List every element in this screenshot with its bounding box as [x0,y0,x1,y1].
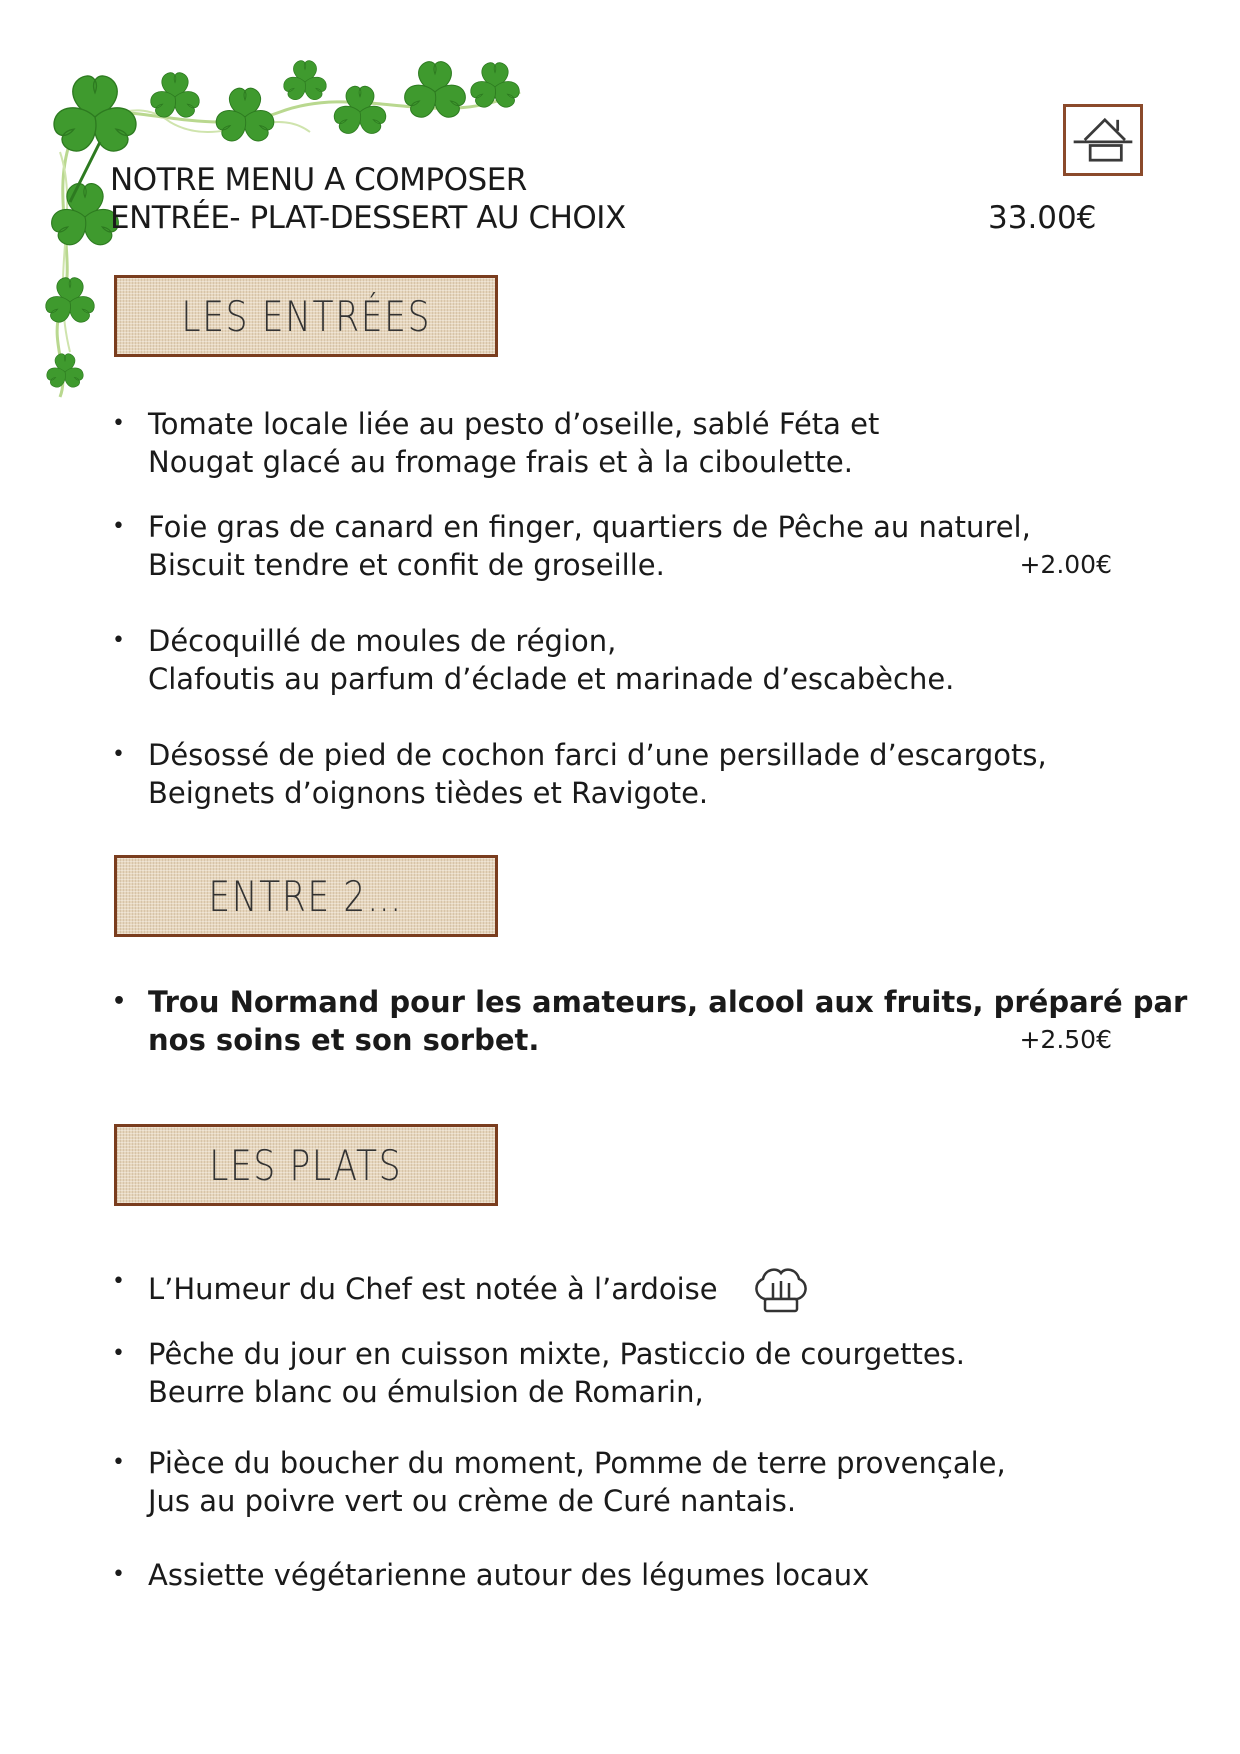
item-line: Tomate locale liée au pesto d’oseille, sablé Féta et [148,407,880,441]
item-line: Beignets d’oignons tièdes et Ravigote. [148,776,709,810]
supplement-price: +2.50€ [1019,1025,1112,1054]
section-header-entre2 [114,855,498,937]
bullet: • [112,1450,125,1475]
item-line: Clafoutis au parfum d’éclade et marinade d’escabèche. [148,662,955,696]
bullet: • [112,742,125,767]
menu-price: 33.00€ [988,200,1097,236]
item-line: Pièce du boucher du moment, Pomme de terre provençale, [148,1446,1006,1480]
item-line: Décoquillé de moules de région, [148,624,617,658]
bullet: • [112,1269,125,1294]
supplement-price: +2.00€ [1019,550,1112,579]
item-line: nos soins et son sorbet. [148,1023,540,1057]
section-title-entre2: ENTRE 2… [208,871,404,921]
item-line: Jus au poivre vert ou crème de Curé nantais. [148,1484,797,1518]
item-line: Désossé de pied de cochon farci d’une persillade d’escargots, [148,738,1047,772]
item-line: Trou Normand pour les amateurs, alcool aux fruits, préparé par [148,985,1188,1019]
bullet: • [112,1341,125,1366]
item-text: L’Humeur du Chef est notée à l’ardoise [148,1272,718,1306]
bullet: • [112,989,127,1014]
item-line: Biscuit tendre et confit de groseille. [148,548,665,582]
bullet: • [112,628,125,653]
item-line: Foie gras de canard en finger, quartiers de Pêche au naturel, [148,510,1031,544]
house-logo [1063,104,1143,176]
menu-title: NOTRE MENU A COMPOSER [110,162,527,198]
section-header-plats [114,1124,498,1206]
section-title-entrees: LES ENTRÉES [181,291,431,341]
chef-hat-icon [751,1263,811,1319]
menu-subtitle: ENTRÉE- PLAT-DESSERT AU CHOIX [110,200,626,236]
item-line [148,1263,811,1319]
section-header-entrees [114,275,498,357]
bullet: • [112,1562,125,1587]
item-line: Assiette végétarienne autour des légumes locaux [148,1558,870,1592]
item-line: Beurre blanc ou émulsion de Romarin, [148,1375,704,1409]
item-line: Nougat glacé au fromage frais et à la ciboulette. [148,445,853,479]
bullet: • [112,411,125,436]
section-title-plats: LES PLATS [209,1140,403,1190]
bullet: • [112,514,125,539]
item-line: Pêche du jour en cuisson mixte, Pasticcio de courgettes. [148,1337,966,1371]
